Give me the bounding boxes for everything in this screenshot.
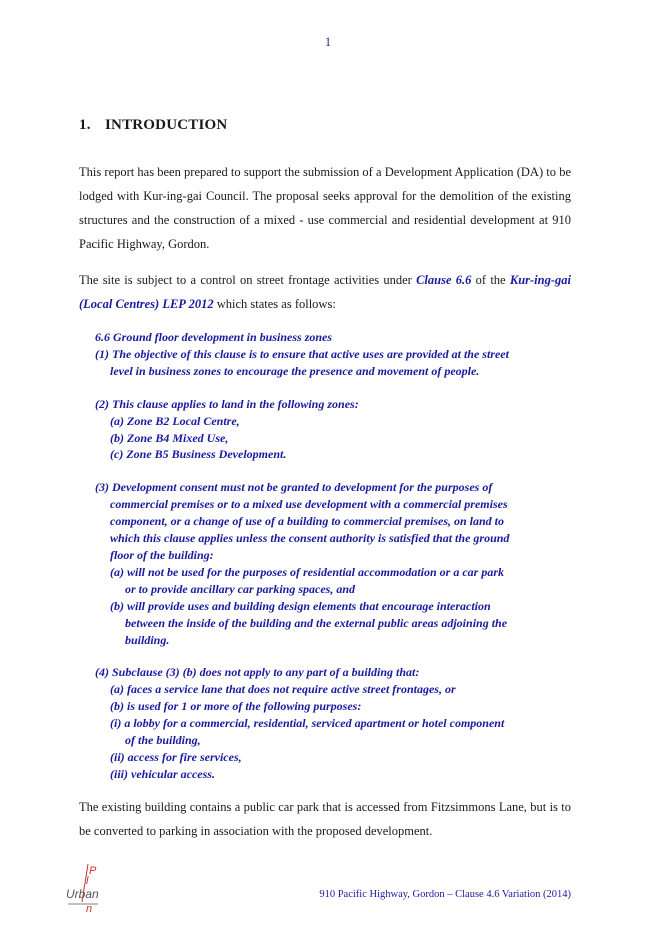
clause-line: floor of the building: (110, 547, 214, 562)
clause-line: between the inside of the building and the external public areas adjoining the (125, 615, 508, 630)
clause-line: (a) faces a service lane that does not require active street frontages, or (110, 682, 456, 697)
closing-paragraph: The existing building contains a public car park that is accessed from Fitzsimmons Lane, but is to be converted to parking in association with the proposed development. (79, 800, 571, 838)
clause-line: (ii) access for fire services, (110, 749, 242, 764)
page-number: 1 (324, 34, 332, 49)
section-number: 1. (79, 117, 91, 133)
clause-line: building. (125, 632, 170, 647)
footer-document-title: 910 Pacific Highway, Gordon – Clause 4.6 Variation (2014) (319, 889, 571, 900)
clause-quote (95, 329, 555, 783)
clause-line: (3) Development consent must not be granted to development for the purposes of (95, 480, 493, 495)
clause-line: (b) Zone B4 Mixed Use, (110, 430, 229, 445)
site-text-2: of the (471, 273, 510, 287)
urbanplan-logo (62, 862, 122, 912)
clause-line: which this clause applies unless the consent authority is satisfied that the ground (110, 531, 510, 546)
clause-line: (4) Subclause (3) (b) does not apply to any part of a building that: (95, 665, 420, 680)
clause-line: (c) Zone B5 Business Development. (110, 447, 287, 462)
site-text-1: The site is subject to a control on street frontage activities under (79, 273, 417, 287)
clause-line: (i) a lobby for a commercial, residential, serviced apartment or hotel component (110, 716, 505, 731)
clause-line: (1) The objective of this clause is to ensure that active uses are provided at the street (95, 346, 509, 361)
clause-line: (a) will not be used for the purposes of residential accommodation or a car park (110, 564, 505, 579)
clause-line: of the building, (125, 733, 201, 748)
clause-line: (iii) vehicular access. (110, 766, 215, 781)
svg-text:l: l (86, 875, 89, 887)
section-heading (79, 117, 227, 134)
clause-line: (a) Zone B2 Local Centre, (110, 413, 240, 428)
intro-paragraph: This report has been prepared to support the submission of a Development Application (DA) to be lodged with Kur-ing-gai Council. The proposal seeks approval for the demolition of the existing structures and the construction of a mixed - use commercial and residential development at 910 Pacific Highway, Gordon. (79, 165, 571, 251)
svg-text:n: n (86, 903, 93, 912)
clause-line: level in business zones to encourage the presence and movement of people. (110, 363, 480, 378)
site-paragraph (79, 268, 571, 316)
svg-text:Urban: Urban (66, 887, 99, 901)
site-text-3: which states as follows: (213, 297, 336, 311)
clause-line: component, or a change of use of a building to commercial premises, on land to (110, 514, 505, 529)
clause-line: (b) is used for 1 or more of the following purposes: (110, 699, 362, 714)
clause-line: (b) will provide uses and building design elements that encourage interaction (110, 598, 491, 613)
clause-line: (2) This clause applies to land in the following zones: (95, 396, 359, 411)
svg-text:P: P (89, 865, 97, 877)
section-title: INTRODUCTION (105, 117, 228, 133)
clause-line: or to provide ancillary car parking spaces, and (125, 581, 355, 596)
clause-reference: Clause 6.6 (416, 273, 472, 287)
lep-reference: Kur-ing-gai (Local Centres) LEP 2012 (79, 273, 571, 311)
clause-title: 6.6 Ground floor development in business zones (95, 330, 333, 344)
clause-line: commercial premises or to a mixed use development with a commercial premises (110, 497, 508, 512)
